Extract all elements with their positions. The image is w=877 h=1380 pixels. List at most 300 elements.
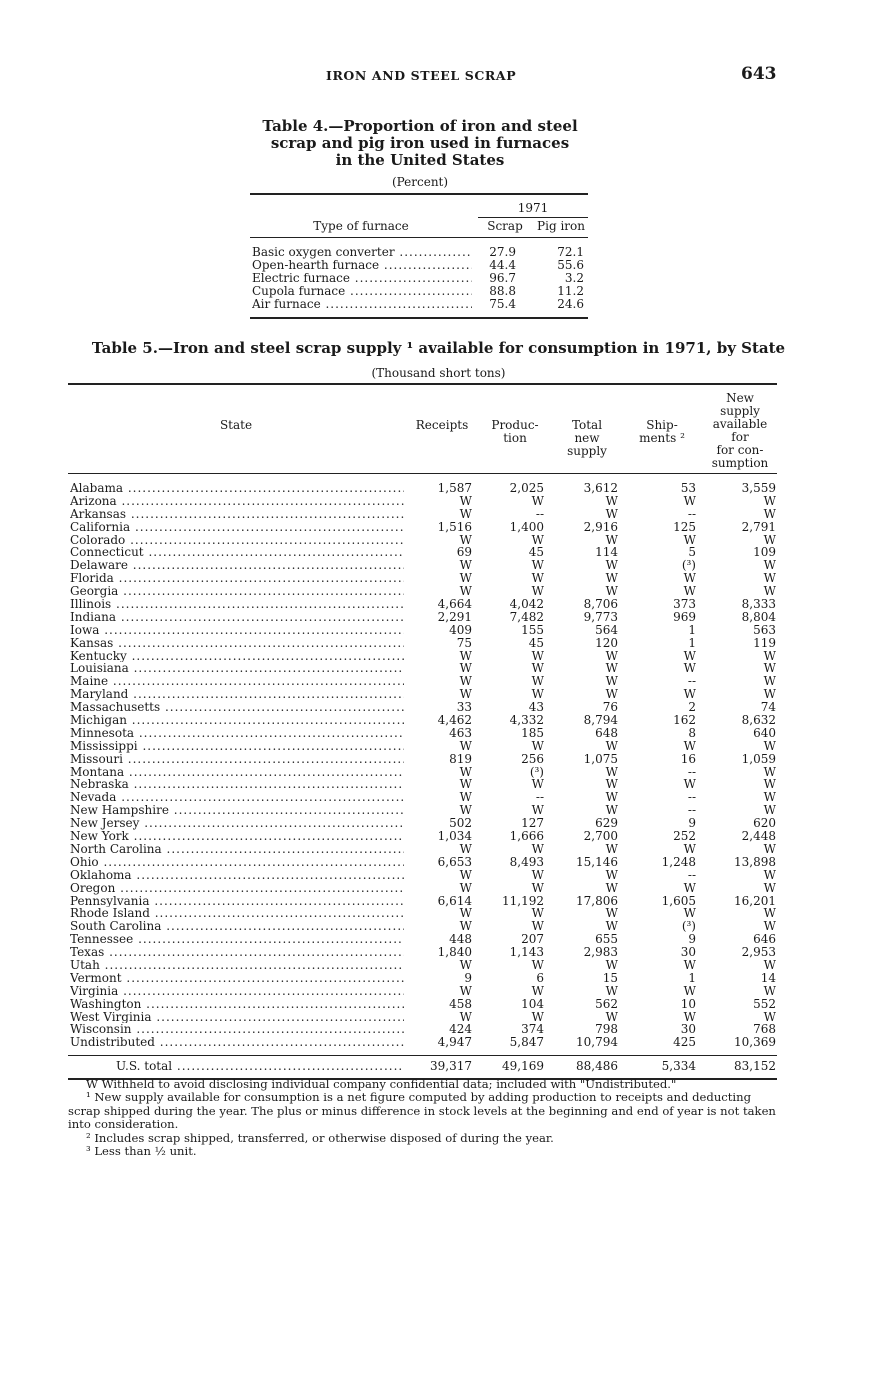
footnotes (68, 1078, 778, 1158)
table-row (68, 1011, 777, 1024)
production: 5,847 (509, 1035, 544, 1050)
available-supply: 8,333 (741, 597, 776, 612)
state-name: South Carolina ..... (70, 920, 404, 933)
shipments: -- (687, 674, 696, 689)
furnace-type: Basic oxygen converter ..... (252, 246, 472, 259)
table4-row (250, 285, 588, 298)
available-supply: W (763, 558, 776, 573)
shipments: 125 (673, 519, 696, 534)
state-name: Texas ..... (70, 946, 404, 959)
table-row (68, 650, 777, 663)
table4-row (250, 246, 588, 259)
state-name: Maine ..... (70, 675, 404, 688)
table-row (68, 572, 777, 585)
table-row (68, 972, 777, 985)
production: 127 (521, 816, 544, 831)
table4-col-pig: Pig iron (537, 219, 585, 233)
shipments: 252 (673, 829, 696, 844)
state-name: Vermont ..... (70, 972, 404, 985)
total-receipts: 39,317 (430, 1059, 472, 1074)
state-name: North Carolina ..... (70, 843, 404, 856)
total-new-supply: W (605, 493, 618, 508)
scrap-percent: 96.7 (489, 271, 516, 285)
available-supply: W (763, 777, 776, 792)
receipts: W (459, 648, 472, 663)
production: 1,666 (509, 829, 544, 844)
page-number: 643 (741, 64, 777, 84)
receipts: W (459, 841, 472, 856)
footnote-1: ¹ New supply available for consumption is a net figure computed by adding production to receipts and deducting scrap shipped during the year. The plus or minus difference in stock levels at the beginning and end of year is not taken into consideration. (68, 1090, 776, 1132)
receipts: 1,840 (437, 945, 472, 960)
available-supply: 2,791 (741, 519, 776, 534)
state-name: Alabama ..... (70, 482, 404, 495)
state-name: Arizona ..... (70, 495, 404, 508)
production: W (531, 957, 544, 972)
total-new-supply: 2,983 (583, 945, 618, 960)
production: W (531, 687, 544, 702)
available-supply: 74 (760, 700, 776, 715)
table-row (68, 856, 777, 869)
state-name: Indiana ..... (70, 611, 404, 624)
table5-body (68, 474, 777, 1049)
receipts: W (459, 906, 472, 921)
pig-percent: 3.2 (564, 271, 584, 285)
scrap-percent: 88.8 (489, 284, 516, 298)
table-row (68, 585, 777, 598)
state-name: Nebraska ..... (70, 778, 404, 791)
receipts: 4,462 (437, 713, 472, 728)
scrap-percent: 75.4 (489, 297, 516, 311)
table-row (68, 714, 777, 727)
production: 4,042 (509, 597, 544, 612)
total-new-supply: 15,146 (576, 854, 618, 869)
receipts: W (459, 1009, 472, 1024)
shipments: 162 (673, 713, 696, 728)
receipts: W (459, 571, 472, 586)
pig-percent: 24.6 (557, 297, 584, 311)
total-new-supply: 10,794 (576, 1035, 618, 1050)
table-row (68, 675, 777, 688)
production: -- (535, 506, 544, 521)
production: W (531, 738, 544, 753)
shipments: 16 (680, 751, 696, 766)
receipts: 33 (456, 700, 472, 715)
receipts: 409 (449, 622, 472, 637)
receipts: 2,291 (437, 609, 472, 624)
shipments: W (683, 738, 696, 753)
shipments: 30 (680, 1022, 696, 1037)
available-supply: W (763, 687, 776, 702)
total-new-supply: W (605, 558, 618, 573)
total-new-supply: 629 (595, 816, 618, 831)
table4-title-line: Table 4.—Proportion of iron and steel (262, 117, 578, 135)
production: W (531, 906, 544, 921)
furnace-type: Electric furnace ..... (252, 272, 472, 285)
receipts: 69 (456, 545, 472, 560)
col-receipts: Receipts (415, 418, 469, 432)
receipts: 75 (456, 635, 472, 650)
footnote-3: ³ Less than ½ unit. (86, 1144, 197, 1159)
state-name: Missouri ..... (70, 753, 404, 766)
table-row (68, 869, 777, 882)
state-name: Iowa ..... (70, 624, 404, 637)
table-row (68, 495, 777, 508)
table-row (68, 998, 777, 1011)
table5-title: Table 5.—Iron and steel scrap supply ¹ available for consumption in 1971, by State (91, 339, 786, 357)
receipts: 4,947 (437, 1035, 472, 1050)
state-name: New Jersey ..... (70, 817, 404, 830)
table4-row (250, 298, 588, 311)
available-supply: W (763, 906, 776, 921)
table-row (68, 688, 777, 701)
shipments: 5 (688, 545, 696, 560)
table-row (68, 508, 777, 521)
shipments: 53 (680, 481, 696, 495)
receipts: W (459, 661, 472, 676)
receipts: 6,653 (437, 854, 472, 869)
col-state: State (219, 418, 253, 432)
available-supply: W (763, 493, 776, 508)
table-row (68, 624, 777, 637)
production: (³) (529, 764, 544, 779)
production: W (531, 919, 544, 934)
total-production: 49,169 (502, 1059, 544, 1074)
table-row (68, 1036, 777, 1049)
available-supply: W (763, 867, 776, 882)
receipts: W (459, 919, 472, 934)
available-supply: W (763, 880, 776, 895)
table4-col-scrap: Scrap (487, 219, 523, 233)
state-name: Massachusetts ..... (70, 701, 404, 714)
shipments: -- (687, 803, 696, 818)
shipments: -- (687, 764, 696, 779)
total-new-supply: 15 (602, 970, 618, 985)
shipments: 425 (673, 1035, 696, 1050)
shipments: W (683, 957, 696, 972)
available-supply: W (763, 1009, 776, 1024)
table-row (68, 701, 777, 714)
production: W (531, 803, 544, 818)
table-row (68, 959, 777, 972)
table4-title-line: in the United States (335, 151, 505, 169)
available-supply: 14 (760, 970, 776, 985)
available-supply: 13,898 (734, 854, 776, 869)
shipments: 1,248 (661, 854, 696, 869)
state-name: Florida ..... (70, 572, 404, 585)
receipts: W (459, 983, 472, 998)
production: W (531, 493, 544, 508)
table-row (68, 778, 777, 791)
total-new-supply: W (605, 919, 618, 934)
total-new-supply: W (605, 880, 618, 895)
pig-percent: 11.2 (557, 284, 584, 298)
table4-year: 1971 (517, 201, 549, 215)
production: 374 (521, 1022, 544, 1037)
receipts: W (459, 506, 472, 521)
table-row (68, 920, 777, 933)
table-row (68, 907, 777, 920)
production: 104 (521, 996, 544, 1011)
total-new-supply: 1,075 (583, 751, 618, 766)
total-new-supply: 562 (595, 996, 618, 1011)
state-name: Rhode Island ..... (70, 907, 404, 920)
table4-col-type: Type of furnace (313, 219, 409, 233)
table-row (68, 662, 777, 675)
state-name: Nevada ..... (70, 791, 404, 804)
total-new-supply: W (605, 687, 618, 702)
total-label: U.S. total ..... (116, 1056, 404, 1076)
total-new-supply: W (605, 661, 618, 676)
available-supply: W (763, 841, 776, 856)
state-name: Tennessee ..... (70, 933, 404, 946)
table-row (68, 895, 777, 908)
available-supply: 563 (753, 622, 776, 637)
state-name: New Hampshire ..... (70, 804, 404, 817)
receipts: W (459, 777, 472, 792)
furnace-type: Cupola furnace ..... (252, 285, 472, 298)
table-row (68, 521, 777, 534)
production: W (531, 571, 544, 586)
shipments: 8 (688, 725, 696, 740)
production: 43 (528, 700, 544, 715)
available-supply: 2,953 (741, 945, 776, 960)
col-available: New supply available for for con- sumption (711, 391, 769, 470)
total-new-supply: 114 (595, 545, 618, 560)
production: 2,025 (509, 481, 544, 495)
production: 207 (521, 932, 544, 947)
available-supply: 2,448 (741, 829, 776, 844)
receipts: 448 (449, 932, 472, 947)
table-row (68, 753, 777, 766)
production: 256 (521, 751, 544, 766)
production: W (531, 1009, 544, 1024)
available-supply: W (763, 506, 776, 521)
footnote-w: W Withheld to avoid disclosing individual company confidential data; included with "Undistributed." (86, 1077, 677, 1091)
total-new-supply: 17,806 (576, 893, 618, 908)
running-head (0, 64, 877, 84)
table4-year-rule (478, 217, 588, 218)
pig-percent: 55.6 (557, 258, 584, 272)
production: W (531, 867, 544, 882)
shipments: W (683, 571, 696, 586)
state-name: Georgia ..... (70, 585, 404, 598)
shipments: W (683, 983, 696, 998)
total-new-supply: 120 (595, 635, 618, 650)
shipments: 1 (688, 970, 696, 985)
total-new-supply: 88,486 (576, 1059, 618, 1074)
state-name: Utah ..... (70, 959, 404, 972)
available-supply: 620 (753, 816, 776, 831)
table-row (68, 830, 777, 843)
table-row (68, 546, 777, 559)
table5-header (68, 383, 777, 474)
shipments: 373 (673, 597, 696, 612)
production: 7,482 (509, 609, 544, 624)
receipts: 819 (449, 751, 472, 766)
footnote-2: ² Includes scrap shipped, transferred, or otherwise disposed of during the year. (86, 1130, 554, 1145)
col-total-new-supply: Total new supply (567, 418, 607, 458)
total-new-supply: 798 (595, 1022, 618, 1037)
total-new-supply: 564 (595, 622, 618, 637)
state-name: Minnesota ..... (70, 727, 404, 740)
table-row (68, 791, 777, 804)
state-name: Connecticut ..... (70, 546, 404, 559)
col-production: Produc- tion (491, 418, 539, 445)
total-new-supply: W (605, 674, 618, 689)
receipts: W (459, 957, 472, 972)
shipments: -- (687, 506, 696, 521)
shipments: -- (687, 867, 696, 882)
table-row (68, 559, 777, 572)
receipts: W (459, 584, 472, 599)
shipments: 1 (688, 635, 696, 650)
production: 4,332 (509, 713, 544, 728)
table-row (68, 882, 777, 895)
receipts: W (459, 867, 472, 882)
state-name: Michigan ..... (70, 714, 404, 727)
state-name: Wisconsin ..... (70, 1023, 404, 1036)
state-name: Virginia ..... (70, 985, 404, 998)
table4-row (250, 272, 588, 285)
production: 45 (528, 545, 544, 560)
state-name: Kansas ..... (70, 637, 404, 650)
total-new-supply: W (605, 571, 618, 586)
state-name: Delaware ..... (70, 559, 404, 572)
total-new-supply: 3,612 (583, 481, 618, 495)
receipts: W (459, 790, 472, 805)
shipments: 969 (673, 609, 696, 624)
total-new-supply: 655 (595, 932, 618, 947)
state-name: Louisiana ..... (70, 662, 404, 675)
production: 185 (521, 725, 544, 740)
total-new-supply: 2,916 (583, 519, 618, 534)
state-name: Arkansas ..... (70, 508, 404, 521)
production: W (531, 983, 544, 998)
table4-row (250, 259, 588, 272)
table-row (68, 637, 777, 650)
receipts: W (459, 764, 472, 779)
state-name: Kentucky ..... (70, 650, 404, 663)
table-row (68, 1023, 777, 1036)
total-new-supply: 648 (595, 725, 618, 740)
pig-percent: 72.1 (557, 245, 584, 259)
state-name: Illinois ..... (70, 598, 404, 611)
furnace-type: Open-hearth furnace ..... (252, 259, 472, 272)
production: W (531, 777, 544, 792)
state-name: Colorado ..... (70, 534, 404, 547)
state-name: West Virginia ..... (70, 1011, 404, 1024)
total-new-supply: W (605, 764, 618, 779)
production: 11,192 (502, 893, 544, 908)
shipments: -- (687, 790, 696, 805)
production: W (531, 532, 544, 547)
receipts: 6,614 (437, 893, 472, 908)
total-new-supply: W (605, 1009, 618, 1024)
total-new-supply: W (605, 790, 618, 805)
receipts: 1,516 (437, 519, 472, 534)
production: W (531, 841, 544, 856)
receipts: W (459, 880, 472, 895)
shipments: 2 (688, 700, 696, 715)
table-row (68, 740, 777, 753)
receipts: W (459, 687, 472, 702)
total-new-supply: W (605, 738, 618, 753)
state-name: California ..... (70, 521, 404, 534)
table-row (68, 727, 777, 740)
table-row (68, 611, 777, 624)
shipments: W (683, 841, 696, 856)
table-row (68, 482, 777, 495)
scrap-percent: 44.4 (489, 258, 516, 272)
production: 6 (536, 970, 544, 985)
total-new-supply: 76 (602, 700, 618, 715)
production: W (531, 584, 544, 599)
production: 8,493 (509, 854, 544, 869)
available-supply: 16,201 (734, 893, 776, 908)
shipments: 9 (688, 816, 696, 831)
table5-unit: (Thousand short tons) (371, 366, 506, 380)
shipments: W (683, 1009, 696, 1024)
available-supply: W (763, 790, 776, 805)
total-new-supply: 9,773 (583, 609, 618, 624)
available-supply: 8,804 (741, 609, 776, 624)
state-name: Oklahoma ..... (70, 869, 404, 882)
receipts: W (459, 558, 472, 573)
available-supply: 1,059 (741, 751, 776, 766)
total-new-supply: W (605, 906, 618, 921)
shipments: W (683, 584, 696, 599)
receipts: 1,034 (437, 829, 472, 844)
table4-unit: (Percent) (391, 175, 449, 189)
available-supply: W (763, 532, 776, 547)
shipments: 9 (688, 932, 696, 947)
shipments: W (683, 880, 696, 895)
table4-body (250, 238, 588, 319)
receipts: 9 (464, 970, 472, 985)
total-new-supply: 8,706 (583, 597, 618, 612)
available-supply: W (763, 674, 776, 689)
receipts: W (459, 532, 472, 547)
receipts: W (459, 493, 472, 508)
shipments: 1 (688, 622, 696, 637)
receipts: 463 (449, 725, 472, 740)
available-supply: W (763, 983, 776, 998)
table-row (68, 766, 777, 779)
state-name: Ohio ..... (70, 856, 404, 869)
state-name: Pennsylvania ..... (70, 895, 404, 908)
shipments: W (683, 777, 696, 792)
total-new-supply: W (605, 803, 618, 818)
receipts: 1,587 (437, 481, 472, 495)
shipments: W (683, 648, 696, 663)
available-supply: 640 (753, 725, 776, 740)
receipts: W (459, 674, 472, 689)
production: W (531, 674, 544, 689)
available-supply: W (763, 764, 776, 779)
shipments: 1,605 (661, 893, 696, 908)
running-title: IRON AND STEEL SCRAP (326, 68, 517, 83)
total-shipments: 5,334 (661, 1059, 696, 1074)
total-new-supply: W (605, 532, 618, 547)
shipments: 10 (680, 996, 696, 1011)
state-name: Mississippi ..... (70, 740, 404, 753)
receipts: 458 (449, 996, 472, 1011)
available-supply: W (763, 957, 776, 972)
table-row (68, 843, 777, 856)
total-new-supply: 2,700 (583, 829, 618, 844)
receipts: W (459, 803, 472, 818)
available-supply: 646 (753, 932, 776, 947)
